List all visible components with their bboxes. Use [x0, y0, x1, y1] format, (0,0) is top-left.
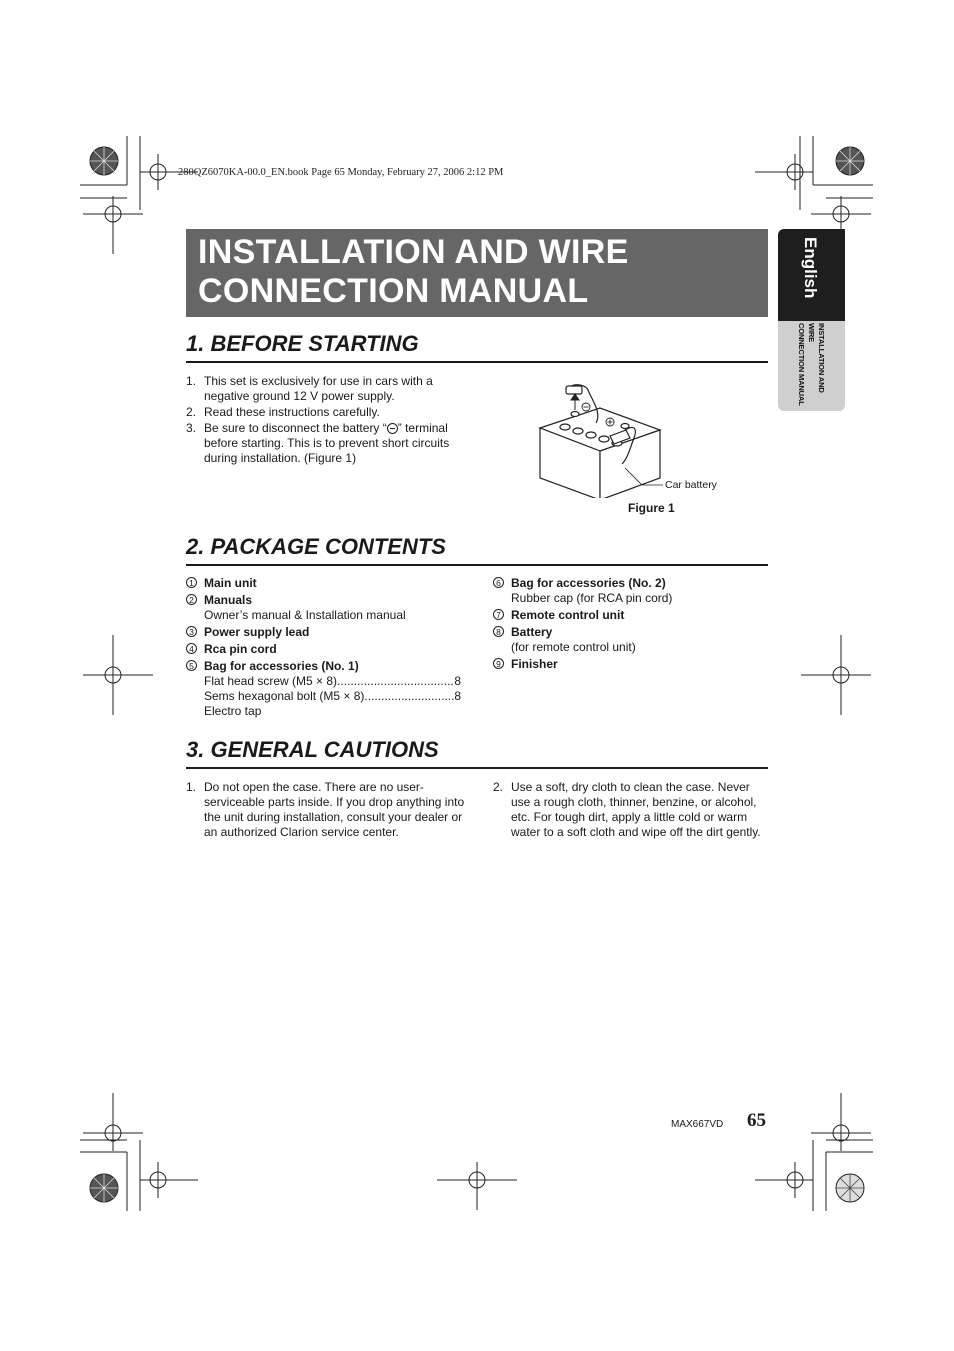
- contents-line: Flat head screw (M5 × 8) ..... 8: [204, 674, 461, 689]
- general-cautions-left: [186, 780, 470, 841]
- page-number: 65: [747, 1110, 766, 1131]
- page-title: INSTALLATION AND WIRE CONNECTION MANUAL: [198, 233, 629, 310]
- language-tab: [778, 229, 845, 321]
- list-item: 1. Do not open the case. There are no user-serviceable parts inside. If you drop anything into the unit during installation, consult your dealer or an authorized Clarion service center.: [186, 780, 465, 839]
- section-heading-general-cautions: 3. GENERAL CAUTIONS: [186, 737, 768, 769]
- before-starting-list: [186, 374, 476, 467]
- list-item: 3. Be sure to disconnect the battery “ ” terminal before starting. This is to prevent short circuits during installation. (Figure 1): [186, 421, 450, 465]
- list-item: 7 Remote control unit: [493, 608, 768, 623]
- list-item: 3 Power supply lead: [186, 625, 476, 640]
- list-item: 5 Bag for accessories (No. 1) Flat head screw (M5 × 8) ..... 8 Sems hexagonal bolt (M5 × 8) ..... 8 Electro tap: [186, 659, 476, 719]
- list-item: 8 Battery (for remote control unit): [493, 625, 768, 655]
- package-contents-right: [493, 576, 768, 674]
- list-item: 9 Finisher: [493, 657, 768, 672]
- minus-terminal-icon: [387, 423, 398, 434]
- figure-caption: Figure 1: [628, 501, 675, 515]
- language-tab-label: English: [801, 237, 820, 299]
- contents-line: Sems hexagonal bolt (M5 × 8) ..... 8: [204, 689, 461, 704]
- list-item: 1. This set is exclusively for use in cars with a negative ground 12 V power supply.: [186, 374, 433, 403]
- section-tab: [778, 321, 845, 411]
- section-heading-package-contents: 2. PACKAGE CONTENTS: [186, 534, 768, 566]
- general-cautions-right: [493, 780, 770, 841]
- section-tab-label: INSTALLATION AND WIRE CONNECTION MANUAL: [797, 323, 826, 406]
- package-contents-left: [186, 576, 476, 721]
- section-heading-before-starting: 1. BEFORE STARTING: [186, 331, 768, 363]
- title-block: [186, 229, 768, 317]
- model-number: MAX667VD: [671, 1119, 724, 1130]
- list-item: 2. Read these instructions carefully.: [186, 405, 380, 419]
- book-header: 280QZ6070KA-00.0_EN.book Page 65 Monday, February 27, 2006 2:12 PM: [178, 167, 504, 178]
- list-item: 2 Manuals Owner’s manual & Installation manual: [186, 593, 476, 623]
- figure-callout: Car battery: [665, 479, 717, 491]
- list-item: 2. Use a soft, dry cloth to clean the case. Never use a rough cloth, thinner, benzine, or alcohol, etc. For tough dirt, apply a little cold or warm water to a soft cloth and wipe off the dirt gently.: [493, 780, 761, 839]
- list-item: 1 Main unit: [186, 576, 476, 591]
- list-item: 4 Rca pin cord: [186, 642, 476, 657]
- list-item: 6 Bag for accessories (No. 2) Rubber cap (for RCA pin cord): [493, 576, 768, 606]
